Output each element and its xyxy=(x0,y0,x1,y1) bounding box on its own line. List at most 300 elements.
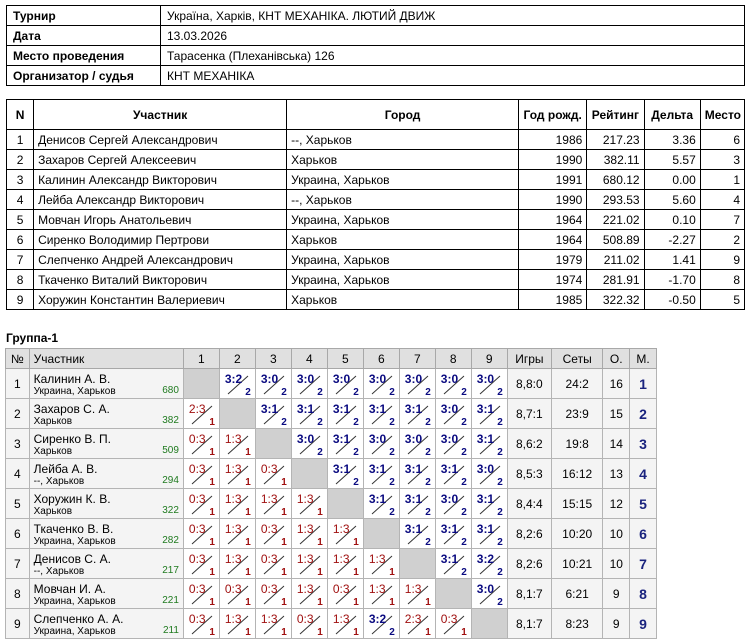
group-sets: 24:2 xyxy=(551,369,602,399)
match-result-cell xyxy=(435,489,471,519)
table-cell: Сиренко Володимир Пертрови xyxy=(34,230,287,250)
table-cell: 1974 xyxy=(519,270,587,290)
table-cell: -0.50 xyxy=(644,290,700,310)
group-column-header: 1 xyxy=(183,349,219,369)
match-result-cell xyxy=(471,489,507,519)
table-cell: 5.57 xyxy=(644,150,700,170)
group-player-cell xyxy=(29,369,183,399)
match-score: 1:3 xyxy=(332,612,350,626)
group-column-header: 8 xyxy=(435,349,471,369)
match-result-cell xyxy=(291,579,327,609)
self-match-cell xyxy=(291,459,327,489)
match-points: 1 xyxy=(209,567,215,578)
player-rating: 217 xyxy=(162,565,179,576)
match-points: 2 xyxy=(497,387,503,398)
group-points: 13 xyxy=(603,459,630,489)
group-row-number: 6 xyxy=(6,519,30,549)
match-points: 2 xyxy=(497,447,503,458)
match-score: 1:3 xyxy=(260,492,278,506)
info-label: Организатор / судья xyxy=(7,66,161,86)
table-cell: 2 xyxy=(7,150,34,170)
group-row-number: 3 xyxy=(6,429,30,459)
group-sets: 23:9 xyxy=(551,399,602,429)
group-games: 8,2:6 xyxy=(507,519,551,549)
match-score: 1:3 xyxy=(368,582,386,596)
match-result-cell xyxy=(219,489,255,519)
table-cell: 1964 xyxy=(519,210,587,230)
match-points: 1 xyxy=(281,507,287,518)
match-result-cell xyxy=(327,579,363,609)
match-result-cell xyxy=(327,459,363,489)
table-cell: 211.02 xyxy=(587,250,644,270)
table-cell: --, Харьков xyxy=(287,130,519,150)
table-cell: 1964 xyxy=(519,230,587,250)
match-result-cell xyxy=(255,519,291,549)
match-result-cell xyxy=(435,369,471,399)
match-result-cell xyxy=(363,579,399,609)
group-games: 8,1:7 xyxy=(507,579,551,609)
table-cell: 322.32 xyxy=(587,290,644,310)
group-column-header: № xyxy=(6,349,30,369)
match-points: 1 xyxy=(245,597,251,608)
match-score: 2:3 xyxy=(188,402,206,416)
group-place: 7 xyxy=(630,549,657,579)
table-cell: 5 xyxy=(700,290,744,310)
match-result-cell xyxy=(183,459,219,489)
match-points: 2 xyxy=(461,387,467,398)
table-row xyxy=(7,270,745,290)
match-points: 1 xyxy=(209,477,215,488)
match-points: 1 xyxy=(389,597,395,608)
self-match-cell xyxy=(471,609,507,639)
match-result-cell xyxy=(291,399,327,429)
info-row xyxy=(7,46,745,66)
match-score: 3:1 xyxy=(404,462,423,476)
match-points: 1 xyxy=(425,627,431,638)
table-cell: Харьков xyxy=(287,290,519,310)
group-sets: 15:15 xyxy=(551,489,602,519)
match-points: 1 xyxy=(281,567,287,578)
group-sets: 10:20 xyxy=(551,519,602,549)
group-points: 9 xyxy=(603,579,630,609)
group-row xyxy=(6,579,657,609)
match-points: 1 xyxy=(353,597,359,608)
info-label: Место проведения xyxy=(7,46,161,66)
match-result-cell xyxy=(291,369,327,399)
match-points: 2 xyxy=(497,567,503,578)
match-score: 3:1 xyxy=(260,402,279,416)
table-cell: -1.70 xyxy=(644,270,700,290)
match-score: 0:3 xyxy=(260,462,278,476)
group-row-number: 4 xyxy=(6,459,30,489)
match-points: 2 xyxy=(389,627,395,638)
group-column-header: 2 xyxy=(219,349,255,369)
match-result-cell xyxy=(399,519,435,549)
table-row xyxy=(7,250,745,270)
match-points: 1 xyxy=(245,627,251,638)
match-score: 3:0 xyxy=(404,432,423,446)
match-result-cell xyxy=(363,429,399,459)
match-points: 2 xyxy=(461,567,467,578)
match-result-cell xyxy=(399,429,435,459)
table-cell: 4 xyxy=(700,190,744,210)
group-row xyxy=(6,489,657,519)
match-result-cell xyxy=(435,549,471,579)
table-cell: 5.60 xyxy=(644,190,700,210)
match-score: 3:1 xyxy=(404,492,423,506)
group-row xyxy=(6,609,657,639)
match-score: 3:0 xyxy=(368,372,387,386)
group-row-number: 5 xyxy=(6,489,30,519)
match-score: 1:3 xyxy=(224,462,242,476)
table-cell: 8 xyxy=(7,270,34,290)
match-score: 3:1 xyxy=(476,522,495,536)
player-city: Украина, Харьков xyxy=(33,596,116,607)
info-label: Дата xyxy=(7,26,161,46)
match-result-cell xyxy=(363,549,399,579)
table-cell: 293.53 xyxy=(587,190,644,210)
match-score: 3:1 xyxy=(476,432,495,446)
match-result-cell xyxy=(327,369,363,399)
group-place: 9 xyxy=(630,609,657,639)
match-score: 3:1 xyxy=(440,462,459,476)
group-row xyxy=(6,399,657,429)
group-column-header: 3 xyxy=(255,349,291,369)
column-header: Рейтинг xyxy=(587,100,644,130)
group-column-header: Участник xyxy=(29,349,183,369)
table-cell: 508.89 xyxy=(587,230,644,250)
match-points: 2 xyxy=(389,387,395,398)
table-cell: 9 xyxy=(700,250,744,270)
column-header: Место xyxy=(700,100,744,130)
match-score: 3:0 xyxy=(296,372,315,386)
match-result-cell xyxy=(471,519,507,549)
match-score: 0:3 xyxy=(188,462,206,476)
match-score: 0:3 xyxy=(440,612,458,626)
match-result-cell xyxy=(471,549,507,579)
match-result-cell xyxy=(399,489,435,519)
match-points: 1 xyxy=(245,447,251,458)
match-points: 2 xyxy=(497,537,503,548)
round-robin-table xyxy=(5,348,657,639)
match-score: 3:1 xyxy=(440,522,459,536)
match-points: 1 xyxy=(245,567,251,578)
group-sets: 6:21 xyxy=(551,579,602,609)
self-match-cell xyxy=(255,429,291,459)
match-score: 1:3 xyxy=(368,552,386,566)
match-score: 1:3 xyxy=(260,612,278,626)
match-points: 2 xyxy=(281,387,287,398)
table-row xyxy=(7,210,745,230)
match-result-cell xyxy=(291,609,327,639)
match-score: 0:3 xyxy=(188,552,206,566)
group-sets: 19:8 xyxy=(551,429,602,459)
table-cell: 217.23 xyxy=(587,130,644,150)
match-result-cell xyxy=(363,609,399,639)
table-cell: 3 xyxy=(700,150,744,170)
match-result-cell xyxy=(435,459,471,489)
table-cell: 6 xyxy=(700,130,744,150)
match-result-cell xyxy=(399,399,435,429)
match-result-cell xyxy=(471,579,507,609)
group-row-number: 2 xyxy=(6,399,30,429)
column-header: Дельта xyxy=(644,100,700,130)
table-cell: 382.11 xyxy=(587,150,644,170)
match-score: 3:1 xyxy=(296,402,315,416)
column-header: Год рожд. xyxy=(519,100,587,130)
match-score: 3:0 xyxy=(404,372,423,386)
group-points: 9 xyxy=(603,609,630,639)
group-row-number: 9 xyxy=(6,609,30,639)
tournament-info-table xyxy=(6,5,745,86)
table-cell: Калинин Александр Викторович xyxy=(34,170,287,190)
group-row xyxy=(6,459,657,489)
column-header: N xyxy=(7,100,34,130)
player-city: Украина, Харьков xyxy=(33,626,116,637)
group-column-header: Сеты xyxy=(551,349,602,369)
info-row xyxy=(7,26,745,46)
column-header: Участник xyxy=(34,100,287,130)
match-score: 2:3 xyxy=(404,612,422,626)
player-city: Харьков xyxy=(33,416,73,427)
player-city: Харьков xyxy=(33,506,73,517)
match-result-cell xyxy=(363,459,399,489)
self-match-cell xyxy=(435,579,471,609)
match-points: 2 xyxy=(425,387,431,398)
info-row xyxy=(7,6,745,26)
match-score: 1:3 xyxy=(296,522,314,536)
match-points: 1 xyxy=(353,567,359,578)
match-result-cell xyxy=(327,549,363,579)
player-name: Сиренко В. П. xyxy=(33,432,112,446)
match-result-cell xyxy=(255,399,291,429)
match-score: 3:0 xyxy=(476,462,495,476)
match-points: 2 xyxy=(461,447,467,458)
group-row xyxy=(6,519,657,549)
match-result-cell xyxy=(363,399,399,429)
match-score: 0:3 xyxy=(260,582,278,596)
match-result-cell xyxy=(399,369,435,399)
match-result-cell xyxy=(255,459,291,489)
table-cell: Харьков xyxy=(287,150,519,170)
group-place: 1 xyxy=(630,369,657,399)
match-points: 1 xyxy=(209,597,215,608)
table-cell: Слепченко Андрей Александрович xyxy=(34,250,287,270)
match-result-cell xyxy=(255,609,291,639)
self-match-cell xyxy=(183,369,219,399)
info-value: КНТ МЕХАНІКА xyxy=(161,66,745,86)
player-name: Захаров С. А. xyxy=(33,402,110,416)
match-result-cell xyxy=(183,519,219,549)
table-cell: 1990 xyxy=(519,190,587,210)
table-cell: 0.00 xyxy=(644,170,700,190)
match-points: 2 xyxy=(497,417,503,428)
group-place: 5 xyxy=(630,489,657,519)
match-result-cell xyxy=(219,519,255,549)
group-column-header: Игры xyxy=(507,349,551,369)
match-points: 2 xyxy=(425,477,431,488)
table-row xyxy=(7,150,745,170)
group-column-header: 7 xyxy=(399,349,435,369)
match-points: 2 xyxy=(317,387,323,398)
table-row xyxy=(7,170,745,190)
player-name: Хоружин К. В. xyxy=(33,492,111,506)
match-score: 1:3 xyxy=(332,522,350,536)
match-score: 0:3 xyxy=(188,522,206,536)
table-cell: Лейба Александр Викторович xyxy=(34,190,287,210)
player-rating: 322 xyxy=(162,505,179,516)
player-name: Лейба А. В. xyxy=(33,462,98,476)
group-games: 8,1:7 xyxy=(507,609,551,639)
match-points: 1 xyxy=(281,627,287,638)
match-points: 2 xyxy=(389,417,395,428)
player-name: Слепченко А. А. xyxy=(33,612,124,626)
player-city: --, Харьков xyxy=(33,476,85,487)
match-points: 2 xyxy=(497,477,503,488)
match-score: 3:1 xyxy=(368,402,387,416)
player-city: Харьков xyxy=(33,446,73,457)
group-points: 15 xyxy=(603,399,630,429)
match-score: 1:3 xyxy=(332,552,350,566)
match-points: 2 xyxy=(317,417,323,428)
table-cell: 221.02 xyxy=(587,210,644,230)
match-score: 0:3 xyxy=(332,582,350,596)
player-rating: 211 xyxy=(162,625,179,636)
match-score: 1:3 xyxy=(296,582,314,596)
table-cell: Захаров Сергей Алексеевич xyxy=(34,150,287,170)
group-column-header: 5 xyxy=(327,349,363,369)
match-result-cell xyxy=(183,399,219,429)
player-city: Украина, Харьков xyxy=(33,386,116,397)
match-points: 1 xyxy=(209,627,215,638)
match-points: 1 xyxy=(317,567,323,578)
match-score: 3:2 xyxy=(224,372,243,386)
match-points: 1 xyxy=(317,507,323,518)
match-result-cell xyxy=(399,609,435,639)
match-score: 1:3 xyxy=(224,552,242,566)
group-place: 6 xyxy=(630,519,657,549)
table-cell: -2.27 xyxy=(644,230,700,250)
match-score: 3:2 xyxy=(368,612,387,626)
match-points: 1 xyxy=(353,537,359,548)
match-score: 3:2 xyxy=(476,552,495,566)
table-cell: 3 xyxy=(7,170,34,190)
match-points: 2 xyxy=(353,447,359,458)
match-result-cell xyxy=(183,579,219,609)
match-score: 3:0 xyxy=(476,372,495,386)
match-points: 2 xyxy=(461,507,467,518)
match-points: 2 xyxy=(389,507,395,518)
match-points: 1 xyxy=(317,537,323,548)
group-row xyxy=(6,429,657,459)
match-score: 0:3 xyxy=(296,612,314,626)
match-score: 3:1 xyxy=(332,432,351,446)
match-score: 1:3 xyxy=(404,582,422,596)
match-score: 3:1 xyxy=(404,402,423,416)
match-points: 1 xyxy=(425,597,431,608)
player-rating: 221 xyxy=(162,595,179,606)
match-points: 1 xyxy=(209,447,215,458)
player-name: Калинин А. В. xyxy=(33,372,111,386)
group-row xyxy=(6,369,657,399)
self-match-cell xyxy=(363,519,399,549)
group-title: Группа-1 xyxy=(6,331,59,345)
table-cell: 4 xyxy=(7,190,34,210)
group-place: 4 xyxy=(630,459,657,489)
match-result-cell xyxy=(435,429,471,459)
player-city: --, Харьков xyxy=(33,566,85,577)
match-result-cell xyxy=(183,609,219,639)
self-match-cell xyxy=(399,549,435,579)
group-points: 12 xyxy=(603,489,630,519)
match-score: 3:0 xyxy=(332,372,351,386)
group-player-cell xyxy=(29,399,183,429)
match-score: 3:0 xyxy=(476,582,495,596)
match-result-cell xyxy=(255,489,291,519)
group-place: 2 xyxy=(630,399,657,429)
match-points: 1 xyxy=(209,507,215,518)
match-points: 1 xyxy=(317,597,323,608)
match-result-cell xyxy=(255,369,291,399)
player-name: Денисов С. А. xyxy=(33,552,111,566)
table-cell: Хоружин Константин Валериевич xyxy=(34,290,287,310)
match-points: 1 xyxy=(461,627,467,638)
match-score: 0:3 xyxy=(188,612,206,626)
table-cell: Украина, Харьков xyxy=(287,170,519,190)
match-score: 1:3 xyxy=(296,552,314,566)
match-result-cell xyxy=(291,519,327,549)
group-row-number: 1 xyxy=(6,369,30,399)
group-row-number: 7 xyxy=(6,549,30,579)
table-row xyxy=(7,290,745,310)
match-points: 2 xyxy=(461,537,467,548)
player-rating: 282 xyxy=(162,535,179,546)
match-points: 1 xyxy=(245,537,251,548)
match-score: 1:3 xyxy=(296,492,314,506)
match-points: 1 xyxy=(317,627,323,638)
match-result-cell xyxy=(183,489,219,519)
match-points: 2 xyxy=(497,597,503,608)
match-points: 1 xyxy=(281,597,287,608)
group-player-cell xyxy=(29,609,183,639)
match-result-cell xyxy=(291,429,327,459)
table-cell: 2 xyxy=(700,230,744,250)
match-score: 3:1 xyxy=(368,492,387,506)
match-points: 1 xyxy=(209,537,215,548)
player-rating: 294 xyxy=(162,475,179,486)
match-score: 3:0 xyxy=(368,432,387,446)
match-score: 0:3 xyxy=(188,492,206,506)
match-result-cell xyxy=(471,369,507,399)
match-score: 3:1 xyxy=(440,552,459,566)
match-points: 2 xyxy=(497,507,503,518)
match-score: 3:0 xyxy=(440,372,459,386)
player-rating: 382 xyxy=(162,415,179,426)
group-row-number: 8 xyxy=(6,579,30,609)
match-result-cell xyxy=(219,429,255,459)
match-points: 2 xyxy=(425,507,431,518)
match-score: 1:3 xyxy=(224,432,242,446)
match-points: 2 xyxy=(245,387,251,398)
table-cell: 1991 xyxy=(519,170,587,190)
group-games: 8,6:2 xyxy=(507,429,551,459)
table-cell: Денисов Сергей Александрович xyxy=(34,130,287,150)
match-points: 1 xyxy=(353,627,359,638)
match-result-cell xyxy=(255,549,291,579)
group-sets: 10:21 xyxy=(551,549,602,579)
self-match-cell xyxy=(327,489,363,519)
group-games: 8,2:6 xyxy=(507,549,551,579)
